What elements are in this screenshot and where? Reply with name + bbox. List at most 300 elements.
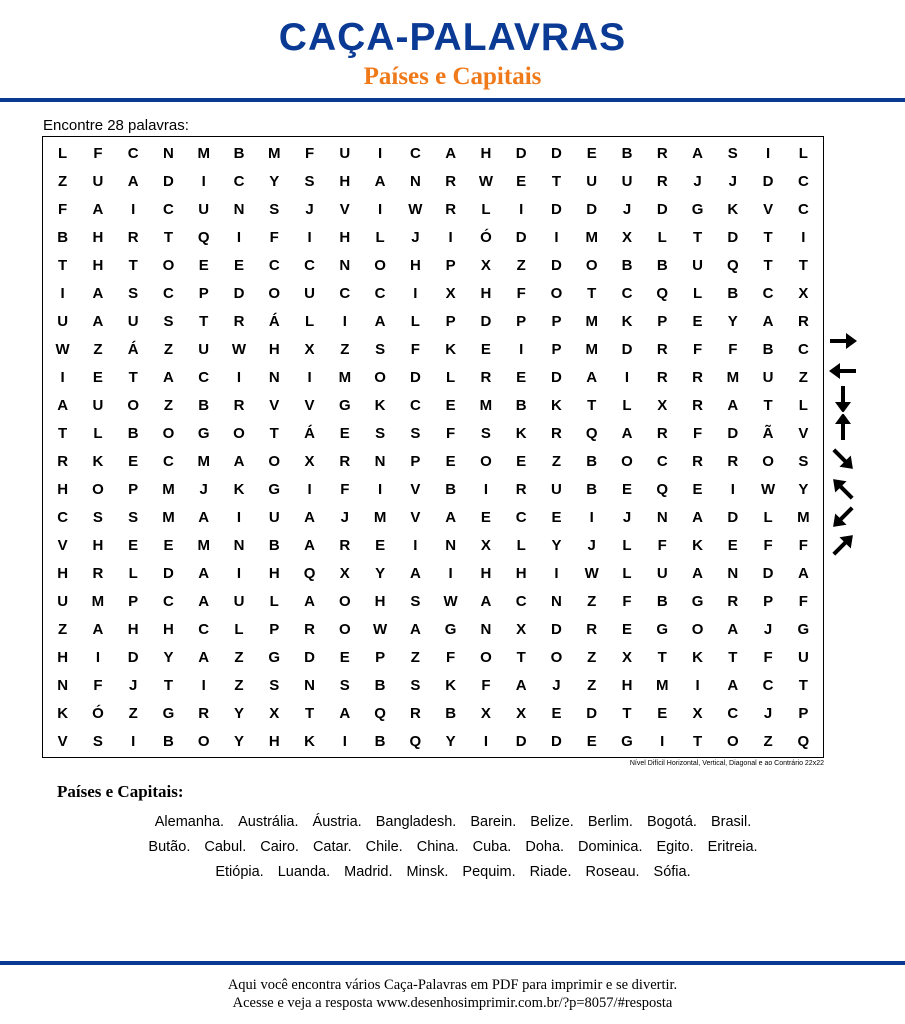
grid-cell[interactable]: U: [198, 340, 210, 358]
grid-cell[interactable]: D: [163, 564, 174, 582]
grid-cell[interactable]: K: [692, 648, 703, 666]
grid-cell[interactable]: L: [622, 564, 632, 582]
grid-cell[interactable]: T: [798, 676, 808, 694]
grid-cell[interactable]: Z: [587, 592, 597, 610]
grid-cell[interactable]: E: [480, 508, 491, 526]
grid-cell[interactable]: E: [128, 452, 139, 470]
grid-cell[interactable]: Q: [656, 480, 669, 498]
grid-cell[interactable]: J: [340, 508, 349, 526]
grid-cell[interactable]: Z: [93, 340, 103, 358]
grid-cell[interactable]: X: [621, 228, 632, 246]
grid-cell[interactable]: T: [692, 732, 703, 750]
grid-cell[interactable]: D: [551, 200, 562, 218]
grid-cell[interactable]: A: [409, 564, 421, 582]
grid-cell[interactable]: E: [92, 368, 103, 386]
grid-cell[interactable]: V: [798, 424, 809, 442]
grid-cell[interactable]: Y: [163, 648, 174, 666]
grid-cell[interactable]: Ó: [480, 228, 492, 246]
grid-cell[interactable]: M: [197, 144, 210, 162]
grid-cell[interactable]: X: [516, 620, 527, 638]
grid-cell[interactable]: I: [236, 228, 242, 246]
grid-cell[interactable]: B: [727, 284, 739, 302]
grid-cell[interactable]: D: [409, 368, 421, 386]
grid-cell[interactable]: W: [761, 480, 776, 498]
grid-cell[interactable]: I: [519, 340, 524, 358]
grid-cell[interactable]: B: [163, 732, 174, 750]
grid-cell[interactable]: M: [479, 396, 493, 414]
grid-cell[interactable]: T: [128, 256, 138, 274]
grid-cell[interactable]: H: [480, 284, 492, 302]
grid-cell[interactable]: N: [480, 620, 492, 638]
grid-cell[interactable]: V: [410, 480, 421, 498]
grid-cell[interactable]: J: [411, 228, 420, 246]
grid-cell[interactable]: A: [92, 312, 104, 330]
grid-cell[interactable]: S: [92, 732, 103, 750]
grid-cell[interactable]: C: [762, 284, 774, 302]
grid-cell[interactable]: S: [128, 508, 139, 526]
grid-cell[interactable]: S: [339, 676, 350, 694]
grid-cell[interactable]: D: [551, 368, 562, 386]
grid-cell[interactable]: I: [378, 480, 383, 498]
grid-cell[interactable]: S: [269, 200, 280, 218]
grid-cell[interactable]: Z: [587, 676, 597, 694]
grid-cell[interactable]: U: [92, 172, 104, 190]
grid-cell[interactable]: N: [374, 452, 386, 470]
grid-cell[interactable]: U: [92, 396, 104, 414]
grid-cell[interactable]: B: [127, 424, 139, 442]
grid-cell[interactable]: I: [131, 200, 136, 218]
grid-cell[interactable]: H: [57, 564, 69, 582]
grid-cell[interactable]: A: [339, 704, 351, 722]
grid-cell[interactable]: C: [621, 284, 633, 302]
grid-cell[interactable]: L: [304, 312, 315, 330]
grid-cell[interactable]: E: [128, 536, 139, 554]
grid-cell[interactable]: H: [480, 564, 492, 582]
grid-cell[interactable]: R: [409, 704, 421, 722]
grid-cell[interactable]: U: [233, 592, 245, 610]
grid-cell[interactable]: F: [93, 676, 103, 694]
grid-cell[interactable]: D: [551, 620, 562, 638]
grid-cell[interactable]: G: [656, 620, 669, 638]
grid-cell[interactable]: A: [92, 620, 104, 638]
grid-cell[interactable]: W: [584, 564, 599, 582]
grid-cell[interactable]: K: [621, 312, 633, 330]
grid-cell[interactable]: F: [516, 284, 526, 302]
grid-cell[interactable]: H: [339, 172, 351, 190]
grid-cell[interactable]: R: [656, 144, 668, 162]
grid-cell[interactable]: C: [268, 256, 280, 274]
grid-cell[interactable]: D: [656, 200, 668, 218]
grid-cell[interactable]: I: [342, 732, 347, 750]
grid-cell[interactable]: I: [201, 172, 206, 190]
grid-cell[interactable]: F: [798, 536, 808, 554]
grid-cell[interactable]: A: [727, 620, 739, 638]
grid-cell[interactable]: X: [304, 452, 315, 470]
grid-cell[interactable]: T: [587, 284, 597, 302]
grid-cell[interactable]: E: [551, 508, 562, 526]
grid-cell[interactable]: T: [304, 704, 315, 722]
grid-cell[interactable]: P: [798, 704, 809, 722]
grid-cell[interactable]: N: [551, 592, 562, 610]
grid-cell[interactable]: C: [409, 144, 421, 162]
grid-cell[interactable]: Q: [409, 732, 422, 750]
grid-cell[interactable]: B: [656, 592, 668, 610]
grid-cell[interactable]: C: [409, 396, 421, 414]
grid-cell[interactable]: Y: [375, 564, 386, 582]
grid-cell[interactable]: B: [374, 732, 386, 750]
grid-cell[interactable]: F: [657, 536, 667, 554]
grid-cell[interactable]: F: [481, 676, 491, 694]
grid-cell[interactable]: D: [727, 424, 739, 442]
grid-cell[interactable]: H: [374, 592, 386, 610]
grid-cell[interactable]: A: [586, 368, 598, 386]
grid-cell[interactable]: C: [797, 200, 809, 218]
grid-cell[interactable]: Z: [410, 648, 420, 666]
grid-cell[interactable]: C: [515, 508, 527, 526]
grid-cell[interactable]: B: [586, 452, 598, 470]
grid-cell[interactable]: I: [695, 676, 700, 694]
grid-cell[interactable]: E: [621, 620, 632, 638]
grid-cell[interactable]: S: [727, 144, 738, 162]
grid-cell[interactable]: L: [763, 508, 773, 526]
grid-cell[interactable]: W: [373, 620, 388, 638]
grid-cell[interactable]: O: [338, 620, 351, 638]
grid-cell[interactable]: E: [586, 144, 597, 162]
grid-cell[interactable]: M: [585, 340, 598, 358]
grid-cell[interactable]: Q: [303, 564, 316, 582]
grid-cell[interactable]: F: [340, 480, 350, 498]
grid-cell[interactable]: E: [551, 704, 562, 722]
grid-cell[interactable]: Z: [163, 340, 174, 358]
grid-cell[interactable]: B: [233, 144, 245, 162]
grid-cell[interactable]: K: [233, 480, 245, 498]
grid-cell[interactable]: R: [656, 340, 668, 358]
grid-cell[interactable]: I: [60, 368, 65, 386]
grid-cell[interactable]: P: [128, 592, 139, 610]
grid-cell[interactable]: I: [483, 480, 488, 498]
grid-cell[interactable]: X: [692, 704, 703, 722]
grid-cell[interactable]: Y: [445, 732, 456, 750]
grid-cell[interactable]: G: [197, 424, 210, 442]
grid-cell[interactable]: C: [163, 200, 174, 218]
grid-cell[interactable]: I: [60, 284, 65, 302]
grid-cell[interactable]: B: [515, 396, 527, 414]
grid-cell[interactable]: L: [375, 228, 385, 246]
grid-cell[interactable]: E: [516, 368, 527, 386]
grid-cell[interactable]: Ã: [762, 424, 774, 442]
grid-cell[interactable]: A: [445, 508, 457, 526]
grid-cell[interactable]: U: [762, 368, 774, 386]
grid-cell[interactable]: O: [550, 648, 563, 666]
grid-cell[interactable]: Y: [269, 172, 280, 190]
grid-cell[interactable]: M: [585, 312, 598, 330]
grid-cell[interactable]: T: [199, 312, 209, 330]
grid-cell[interactable]: C: [163, 284, 174, 302]
grid-cell[interactable]: C: [233, 172, 245, 190]
grid-cell[interactable]: D: [233, 284, 245, 302]
grid-cell[interactable]: A: [727, 396, 739, 414]
grid-cell[interactable]: H: [92, 256, 104, 274]
grid-cell[interactable]: U: [692, 256, 703, 274]
grid-cell[interactable]: R: [551, 424, 562, 442]
grid-cell[interactable]: O: [691, 620, 704, 638]
grid-cell[interactable]: A: [127, 172, 139, 190]
grid-cell[interactable]: D: [515, 144, 527, 162]
grid-cell[interactable]: S: [375, 340, 386, 358]
grid-cell[interactable]: G: [444, 620, 457, 638]
grid-cell[interactable]: S: [410, 592, 421, 610]
grid-cell[interactable]: R: [57, 452, 69, 470]
grid-cell[interactable]: E: [375, 536, 386, 554]
grid-cell[interactable]: Z: [763, 732, 773, 750]
grid-cell[interactable]: E: [692, 312, 703, 330]
grid-cell[interactable]: Z: [340, 340, 350, 358]
grid-cell[interactable]: A: [727, 676, 739, 694]
grid-cell[interactable]: R: [92, 564, 104, 582]
grid-cell[interactable]: M: [373, 508, 387, 526]
grid-cell[interactable]: U: [268, 508, 280, 526]
grid-cell[interactable]: A: [304, 508, 315, 526]
grid-cell[interactable]: E: [445, 452, 456, 470]
grid-cell[interactable]: F: [304, 144, 315, 162]
grid-cell[interactable]: J: [199, 480, 208, 498]
grid-cell[interactable]: H: [480, 144, 492, 162]
grid-cell[interactable]: F: [622, 592, 632, 610]
grid-cell[interactable]: N: [268, 368, 280, 386]
grid-cell[interactable]: Q: [797, 732, 810, 750]
grid-cell[interactable]: K: [445, 676, 457, 694]
grid-cell[interactable]: W: [443, 592, 458, 610]
grid-cell[interactable]: A: [621, 424, 633, 442]
grid-cell[interactable]: A: [163, 368, 174, 386]
grid-cell[interactable]: N: [409, 172, 421, 190]
grid-cell[interactable]: R: [797, 312, 809, 330]
grid-cell[interactable]: B: [198, 396, 210, 414]
grid-cell[interactable]: L: [446, 368, 456, 386]
grid-cell[interactable]: I: [201, 676, 206, 694]
grid-cell[interactable]: F: [93, 144, 103, 162]
grid-cell[interactable]: N: [57, 676, 69, 694]
grid-cell[interactable]: X: [480, 536, 491, 554]
grid-cell[interactable]: M: [338, 368, 352, 386]
grid-cell[interactable]: C: [198, 368, 210, 386]
grid-cell[interactable]: I: [554, 228, 559, 246]
grid-cell[interactable]: T: [692, 228, 703, 246]
grid-cell[interactable]: P: [410, 452, 421, 470]
grid-cell[interactable]: E: [727, 536, 738, 554]
grid-cell[interactable]: J: [763, 704, 773, 722]
grid-cell[interactable]: M: [197, 452, 210, 470]
grid-cell[interactable]: T: [798, 256, 808, 274]
grid-cell[interactable]: I: [660, 732, 665, 750]
grid-cell[interactable]: F: [692, 424, 703, 442]
grid-cell[interactable]: S: [128, 284, 139, 302]
grid-cell[interactable]: X: [621, 648, 632, 666]
grid-cell[interactable]: I: [413, 284, 418, 302]
grid-cell[interactable]: O: [550, 284, 563, 302]
grid-cell[interactable]: T: [163, 228, 174, 246]
grid-cell[interactable]: F: [798, 592, 808, 610]
grid-cell[interactable]: T: [657, 648, 667, 666]
grid-cell[interactable]: X: [480, 256, 491, 274]
grid-cell[interactable]: L: [234, 620, 244, 638]
grid-cell[interactable]: V: [269, 396, 280, 414]
grid-cell[interactable]: F: [692, 340, 703, 358]
grid-cell[interactable]: L: [516, 536, 526, 554]
grid-cell[interactable]: T: [763, 256, 773, 274]
grid-cell[interactable]: H: [409, 256, 421, 274]
grid-cell[interactable]: I: [801, 228, 806, 246]
grid-cell[interactable]: P: [551, 312, 562, 330]
grid-cell[interactable]: B: [586, 480, 598, 498]
grid-cell[interactable]: H: [339, 228, 351, 246]
grid-cell[interactable]: B: [656, 256, 668, 274]
grid-cell[interactable]: E: [692, 480, 703, 498]
grid-cell[interactable]: R: [656, 424, 668, 442]
grid-cell[interactable]: D: [515, 732, 527, 750]
grid-cell[interactable]: P: [269, 620, 280, 638]
grid-cell[interactable]: C: [127, 144, 139, 162]
grid-cell[interactable]: A: [409, 620, 421, 638]
grid-cell[interactable]: D: [586, 200, 598, 218]
grid-cell[interactable]: G: [797, 620, 810, 638]
grid-cell[interactable]: R: [586, 620, 598, 638]
grid-cell[interactable]: R: [692, 368, 703, 386]
grid-cell[interactable]: O: [92, 480, 104, 498]
grid-cell[interactable]: P: [657, 312, 668, 330]
grid-cell[interactable]: H: [268, 340, 280, 358]
grid-cell[interactable]: J: [622, 200, 632, 218]
grid-cell[interactable]: H: [127, 620, 139, 638]
grid-cell[interactable]: C: [163, 592, 174, 610]
grid-cell[interactable]: A: [198, 508, 210, 526]
grid-cell[interactable]: W: [408, 200, 423, 218]
grid-cell[interactable]: Z: [234, 676, 244, 694]
grid-cell[interactable]: K: [57, 704, 69, 722]
grid-cell[interactable]: B: [445, 480, 457, 498]
grid-cell[interactable]: P: [128, 480, 139, 498]
grid-cell[interactable]: I: [519, 200, 524, 218]
grid-cell[interactable]: T: [728, 648, 738, 666]
grid-cell[interactable]: F: [763, 536, 773, 554]
grid-cell[interactable]: I: [589, 508, 594, 526]
grid-cell[interactable]: P: [445, 312, 456, 330]
grid-cell[interactable]: X: [657, 396, 668, 414]
grid-cell[interactable]: L: [58, 144, 68, 162]
grid-cell[interactable]: Y: [233, 732, 244, 750]
grid-cell[interactable]: E: [480, 340, 491, 358]
grid-cell[interactable]: R: [339, 536, 351, 554]
grid-cell[interactable]: U: [551, 480, 562, 498]
grid-cell[interactable]: J: [693, 172, 702, 190]
grid-cell[interactable]: U: [304, 284, 315, 302]
grid-cell[interactable]: N: [304, 676, 315, 694]
grid-cell[interactable]: T: [587, 396, 597, 414]
grid-cell[interactable]: U: [198, 200, 210, 218]
grid-cell[interactable]: N: [233, 200, 245, 218]
grid-cell[interactable]: T: [269, 424, 279, 442]
grid-cell[interactable]: I: [448, 564, 453, 582]
grid-cell[interactable]: C: [339, 284, 351, 302]
grid-cell[interactable]: A: [692, 508, 703, 526]
grid-cell[interactable]: R: [127, 228, 139, 246]
grid-cell[interactable]: Ó: [92, 704, 104, 722]
grid-cell[interactable]: X: [480, 704, 491, 722]
grid-cell[interactable]: A: [445, 144, 457, 162]
grid-cell[interactable]: H: [268, 564, 280, 582]
grid-cell[interactable]: H: [92, 536, 104, 554]
grid-cell[interactable]: Z: [128, 704, 138, 722]
grid-cell[interactable]: I: [307, 480, 312, 498]
grid-cell[interactable]: Z: [58, 172, 68, 190]
grid-cell[interactable]: T: [58, 424, 68, 442]
grid-cell[interactable]: X: [516, 704, 527, 722]
grid-cell[interactable]: J: [552, 676, 561, 694]
grid-cell[interactable]: U: [656, 564, 668, 582]
grid-cell[interactable]: F: [446, 648, 456, 666]
grid-cell[interactable]: Q: [656, 284, 669, 302]
grid-cell[interactable]: N: [445, 536, 457, 554]
grid-cell[interactable]: S: [92, 508, 103, 526]
grid-cell[interactable]: Z: [163, 396, 174, 414]
grid-cell[interactable]: H: [57, 648, 69, 666]
grid-cell[interactable]: R: [480, 368, 492, 386]
grid-cell[interactable]: M: [162, 508, 175, 526]
grid-cell[interactable]: F: [58, 200, 68, 218]
grid-cell[interactable]: T: [516, 648, 526, 666]
grid-cell[interactable]: B: [445, 704, 457, 722]
grid-cell[interactable]: X: [339, 564, 350, 582]
grid-cell[interactable]: R: [515, 480, 527, 498]
grid-cell[interactable]: O: [162, 256, 175, 274]
grid-cell[interactable]: Z: [551, 452, 562, 470]
grid-cell[interactable]: D: [127, 648, 139, 666]
grid-cell[interactable]: X: [304, 340, 315, 358]
grid-cell[interactable]: R: [198, 704, 210, 722]
grid-cell[interactable]: O: [233, 424, 245, 442]
grid-cell[interactable]: U: [586, 172, 598, 190]
grid-cell[interactable]: O: [621, 452, 633, 470]
grid-cell[interactable]: D: [304, 648, 315, 666]
grid-cell[interactable]: L: [798, 396, 808, 414]
grid-cell[interactable]: D: [621, 340, 633, 358]
grid-cell[interactable]: N: [339, 256, 351, 274]
grid-cell[interactable]: R: [233, 396, 245, 414]
grid-cell[interactable]: A: [92, 200, 104, 218]
grid-cell[interactable]: A: [304, 592, 315, 610]
grid-cell[interactable]: D: [163, 172, 174, 190]
grid-cell[interactable]: D: [762, 172, 774, 190]
grid-cell[interactable]: A: [797, 564, 809, 582]
grid-cell[interactable]: U: [57, 312, 69, 330]
grid-cell[interactable]: C: [797, 340, 809, 358]
grid-cell[interactable]: J: [305, 200, 314, 218]
grid-cell[interactable]: K: [692, 536, 703, 554]
grid-cell[interactable]: Z: [587, 648, 597, 666]
grid-cell[interactable]: P: [445, 256, 456, 274]
grid-cell[interactable]: D: [762, 564, 774, 582]
grid-cell[interactable]: N: [656, 508, 668, 526]
grid-cell[interactable]: T: [163, 676, 174, 694]
grid-cell[interactable]: U: [127, 312, 139, 330]
grid-cell[interactable]: I: [378, 144, 383, 162]
grid-cell[interactable]: O: [480, 452, 492, 470]
grid-cell[interactable]: C: [515, 592, 527, 610]
grid-cell[interactable]: T: [763, 396, 773, 414]
grid-cell[interactable]: B: [268, 536, 280, 554]
grid-cell[interactable]: Z: [516, 256, 526, 274]
grid-cell[interactable]: D: [586, 704, 598, 722]
